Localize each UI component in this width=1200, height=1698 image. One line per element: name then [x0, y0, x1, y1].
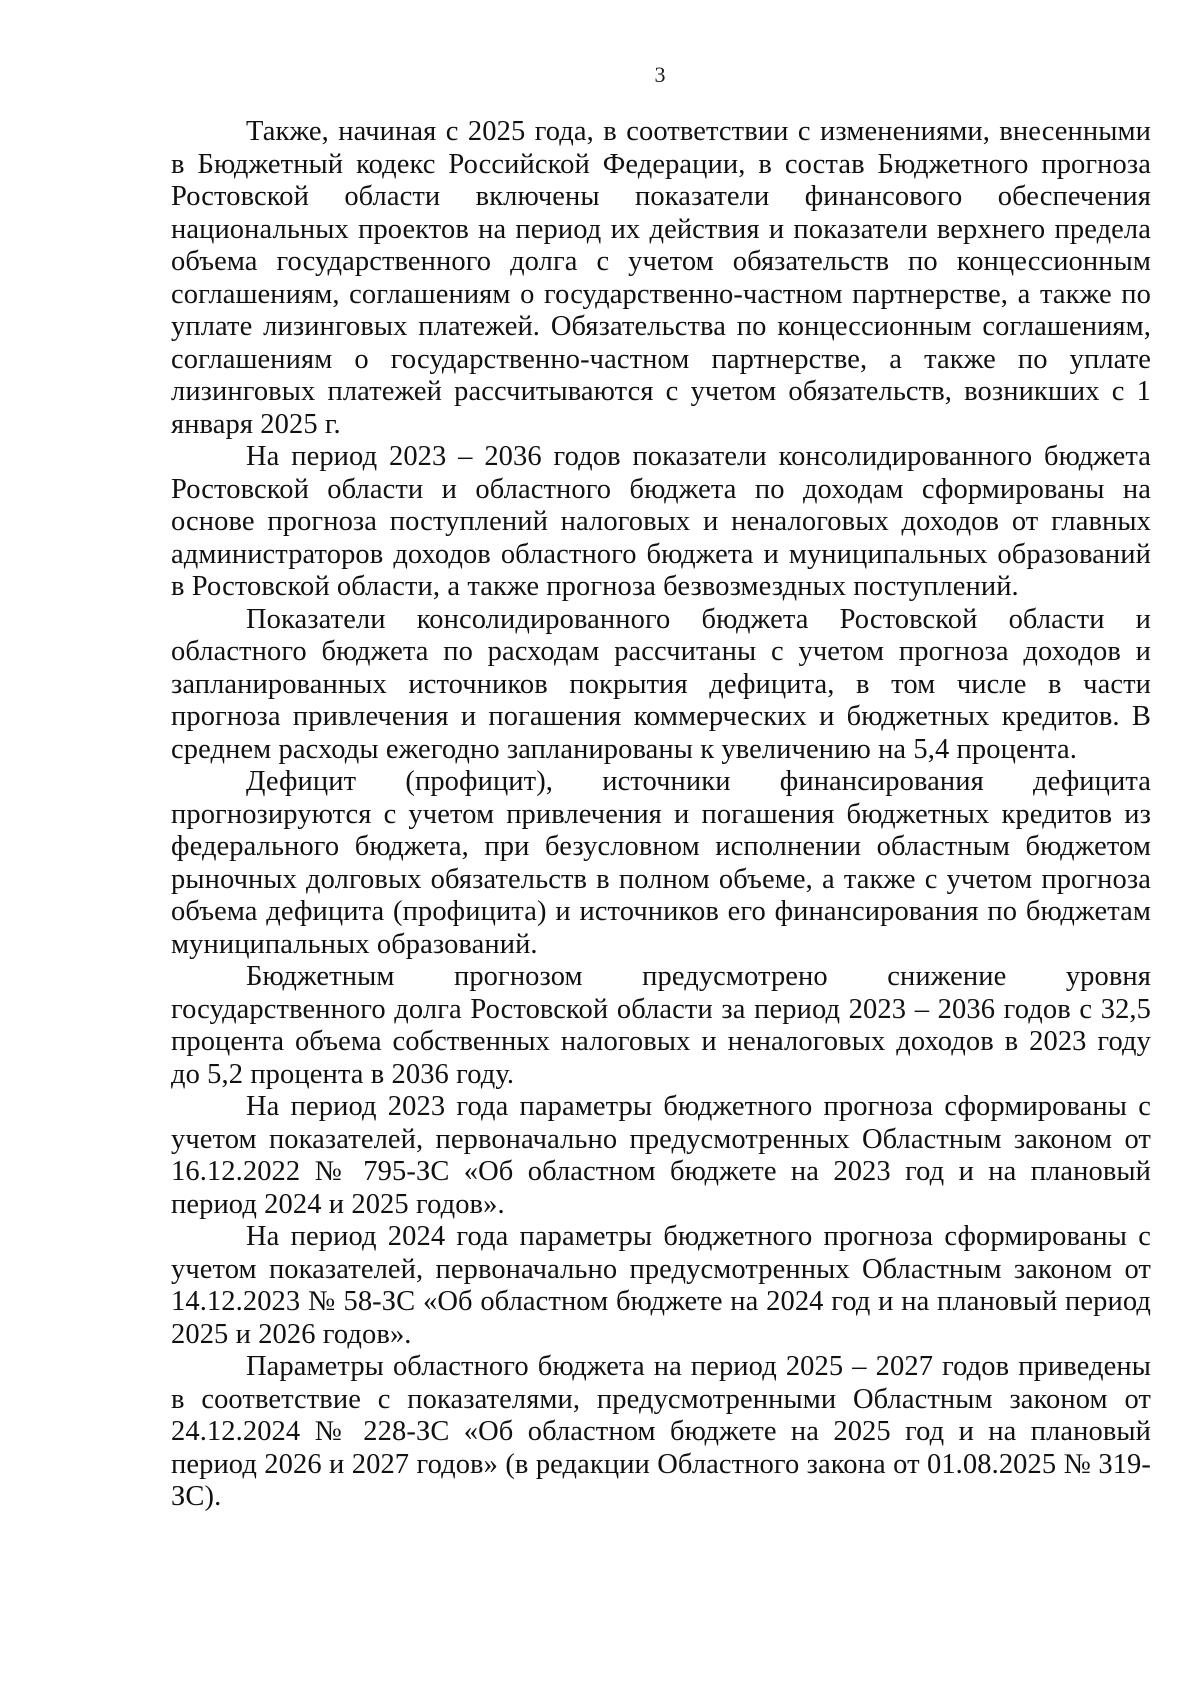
page-number: 3	[654, 62, 666, 87]
paragraph: Параметры областного бюджета на период 2025 – 2027 годов приведены в соответствие с показателями, предусмотренными Областным законом от 24.12.2024 № 228-ЗС «Об областном бюджете на 2025 год и на плановый период 2026 и 2027 годов» (в редакции Областного закона от 01.08.2025 № 319-ЗС).	[171, 1351, 1151, 1512]
document-body	[171, 116, 1151, 1514]
paragraph: На период 2023 года параметры бюджетного прогноза сформированы с учетом показателей, первоначально предусмотренных Областным законом от 16.12.2022 № 795-ЗС «Об областном бюджете на 2023 год и на плановый период 2024 и 2025 годов».	[171, 1091, 1151, 1220]
paragraph: Показатели консолидированного бюджета Ростовской области и областного бюджета по расходам рассчитаны с учетом прогноза доходов и запланированных источников покрытия дефицита, в том числе в части прогноза привлечения и погашения коммерческих и бюджетных кредитов. В среднем расходы ежегодно запланированы к увеличению на 5,4 процента.	[171, 603, 1151, 765]
paragraph: На период 2024 года параметры бюджетного прогноза сформированы с учетом показателей, первоначально предусмотренных Областным законом от 14.12.2023 № 58-ЗС «Об областном бюджете на 2024 год и на плановый период 2025 и 2026 годов».	[171, 1221, 1151, 1350]
paragraph: Также, начиная с 2025 года, в соответствии с изменениями, внесенными в Бюджетный кодекс Российской Федерации, в состав Бюджетного прогноза Ростовской области включены показатели финансового обеспечения национальных проектов на период их действия и показатели верхнего предела объема государственного долга с учетом обязательств по концессионным соглашениям, соглашениям о государственно-частном партнерстве, а также по уплате лизинговых платежей. Обязательства по концессионным соглашениям, соглашениям о государственно-частном партнерстве, а также по уплате лизинговых платежей рассчитываются с учетом обязательств, возникших с 1 января 2025 г.	[171, 116, 1151, 440]
paragraph: На период 2023 – 2036 годов показатели консолидированного бюджета Ростовской области и областного бюджета по доходам сформированы на основе прогноза поступлений налоговых и неналоговых доходов от главных администраторов доходов областного бюджета и муниципальных образований в Ростовской области, а также прогноза безвозмездных поступлений.	[171, 441, 1151, 602]
paragraph: Бюджетным прогнозом предусмотрено снижение уровня государственного долга Ростовской области за период 2023 – 2036 годов с 32,5 процента объема собственных налоговых и неналоговых доходов в 2023 году до 5,2 процента в 2036 году.	[171, 961, 1151, 1090]
paragraph: Дефицит (профицит), источники финансирования дефицита прогнозируются с учетом привлечения и погашения бюджетных кредитов из федерального бюджета, при безусловном исполнении областным бюджетом рыночных долговых обязательств в полном объеме, а также с учетом прогноза объема дефицита (профицита) и источников его финансирования по бюджетам муниципальных образований.	[171, 766, 1151, 960]
